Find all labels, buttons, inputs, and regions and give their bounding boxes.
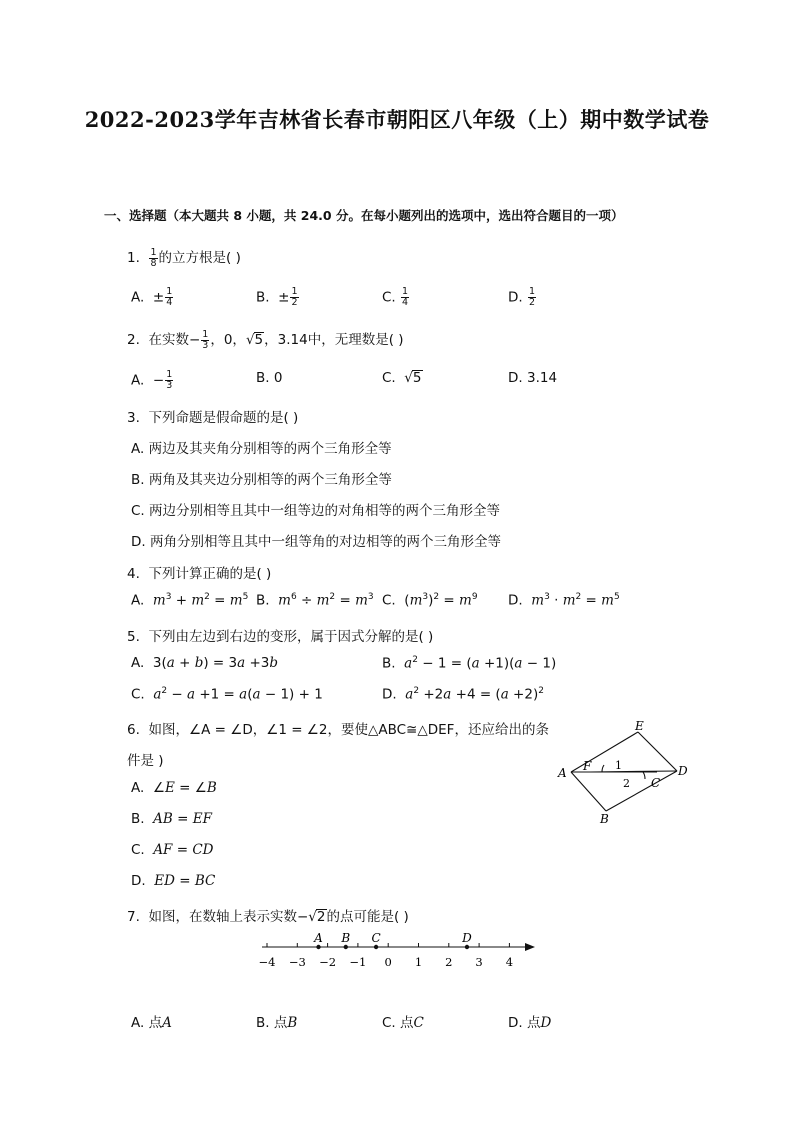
question-5: 5. 下列由左边到右边的变形，属于因式分解的是( ) (127, 629, 434, 645)
q1-option-c: C. $\frac{1}{4}$ (382, 286, 409, 308)
tick-label: 3 (475, 955, 483, 969)
q6-option-a: A. ∠E = ∠B (131, 780, 217, 796)
tick-label: 2 (445, 955, 453, 969)
tick-label: −1 (349, 955, 367, 969)
label-b: B (600, 812, 609, 826)
q3-option-c: C. 两边分别相等且其中一组等边的对角相等的两个三角形全等 (131, 503, 501, 519)
q2-option-a: A. − $\frac{1}{3}$ (131, 369, 173, 391)
label-c: C (651, 776, 661, 790)
point-label: C (371, 931, 381, 945)
q3-option-d: D. 两角分别相等且其中一组等角的对边相等的两个三角形全等 (131, 534, 501, 550)
q3-option-a: A. 两边及其夹角分别相等的两个三角形全等 (131, 441, 392, 457)
point-label: A (314, 931, 323, 945)
q7-option-d: D. 点D (508, 1015, 552, 1031)
question-3: 3. 下列命题是假命题的是( ) (127, 410, 299, 426)
page-title: 2022-2023学年吉林省长春市朝阳区八年级（上）期中数学试卷 (84, 107, 710, 132)
point-c (374, 945, 378, 949)
q7-option-b: B. 点B (256, 1015, 298, 1031)
q5-option-a: A. 3(a + b) = 3a +3b (131, 655, 279, 671)
label-d: D (678, 764, 688, 778)
question-number: 1. (127, 250, 140, 266)
q6-option-b: B. AB = EF (131, 811, 212, 827)
q5-option-c: C. $a^2 - a +1 = a(a - 1) + 1$ (131, 686, 323, 703)
tick-label: 4 (505, 955, 514, 969)
label-e: E (635, 719, 644, 733)
tick-label: −4 (258, 955, 276, 969)
point-a (316, 945, 320, 949)
question-2: 2. 在实数− $\frac{1}{3}$ ，0，√5，3.14中，无理数是( ) (127, 328, 404, 351)
question-1 (127, 246, 241, 269)
question-6-continued: 件是 ) (127, 753, 164, 769)
label-angle-1: 1 (615, 759, 622, 772)
q6-option-c: C. AF = CD (131, 842, 214, 858)
q2-option-b: B. 0 (256, 370, 283, 386)
question-4: 4. 下列计算正确的是( ) (127, 566, 272, 582)
question-6: 6. 如图，∠A = ∠D，∠1 = ∠2，要使△ABC≅△DEF，还应给出的条 (127, 722, 549, 738)
q3-option-b: B. 两角及其夹边分别相等的两个三角形全等 (131, 472, 392, 488)
q4-option-a: A. $m^3 + m^2 = m^5$ (131, 592, 249, 609)
number-line-figure (255, 928, 540, 974)
q4-option-d: D. $m^3 \cdot m^2 = m^5$ (508, 592, 620, 609)
q1-option-a: A. ± $\frac{1}{4}$ (131, 286, 173, 308)
q1-option-d: D. $\frac{1}{2}$ (508, 286, 536, 308)
q1-option-b: B. ± $\frac{1}{2}$ (256, 286, 298, 308)
point-d (465, 945, 469, 949)
triangle-figure (550, 715, 700, 830)
q7-option-a: A. 点A (131, 1015, 172, 1031)
q5-option-b: B. $a^2 - 1 = (a +1)(a - 1)$ (382, 655, 557, 672)
point-b (344, 945, 348, 949)
q2-option-c: C. √5 (382, 370, 422, 386)
tick-label: 0 (384, 955, 392, 969)
q2-option-d: D. 3.14 (508, 370, 558, 386)
label-angle-2: 2 (623, 777, 630, 790)
question-7: 7. 如图，在数轴上表示实数−√2的点可能是( ) (127, 909, 409, 925)
q4-option-b: B. $m^6 \div m^2 = m^3$ (256, 592, 374, 609)
label-f: F (583, 759, 592, 773)
point-label: B (341, 931, 351, 945)
tick-label: −3 (288, 955, 306, 969)
label-a: A (558, 766, 567, 780)
q7-option-c: C. 点C (382, 1015, 424, 1031)
section-heading: 一、选择题（本大题共 8 小题，共 24.0 分。在每小题列出的选项中，选出符合题目的一项） (104, 208, 624, 223)
tick-label: 1 (414, 955, 423, 969)
point-label: D (462, 931, 472, 945)
q4-option-c: C. $(m^3)^2 = m^9$ (382, 592, 478, 609)
tick-label: −2 (319, 955, 337, 969)
fraction: $\frac{1}{8}$ (150, 246, 157, 269)
question-text: 的立方根是( ) (158, 250, 241, 266)
q6-option-d: D. ED = BC (131, 873, 216, 889)
q5-option-d: D. $a^2 +2a +4 = (a +2)^2$ (382, 686, 544, 703)
